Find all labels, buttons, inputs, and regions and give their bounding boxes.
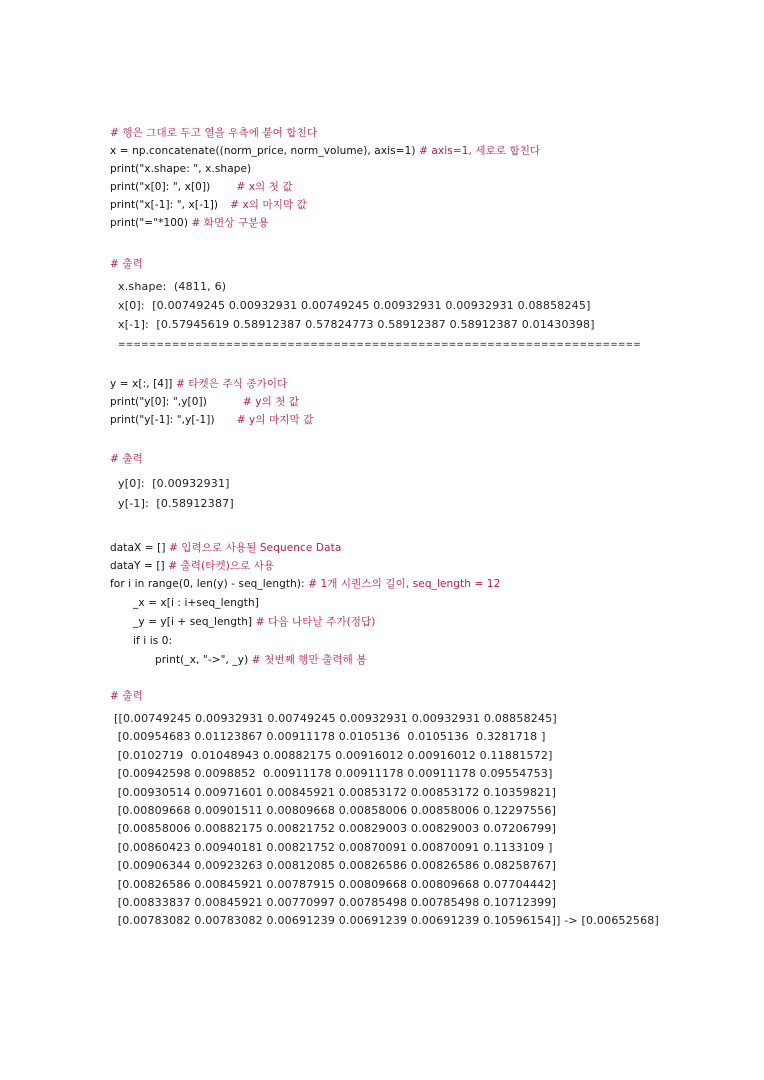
code-line [110, 393, 299, 411]
output-line: x[0]: [0.00749245 0.00932931 0.00749245 0.00932931 0.00932931 0.08858245] [118, 299, 591, 312]
code-line [110, 575, 500, 593]
code-line: _x = x[i : i+seq_length] [133, 597, 259, 609]
code-line [110, 142, 540, 160]
code-text: print("y[-1]: ",y[-1]) [110, 414, 215, 426]
output-heading: # 출력 [110, 453, 143, 465]
code-line [133, 613, 376, 631]
code-text: x = np.concatenate((norm_price, norm_volume), axis=1) [110, 145, 416, 157]
output-line: y[-1]: [0.58912387] [118, 497, 234, 510]
output-array-row: [0.00783082 0.00783082 0.00691239 0.00691239 0.00691239 0.10596154]] -> [0.00652568] [114, 914, 659, 928]
code-comment: # 타켓은 주식 종가이다 [175, 378, 288, 390]
code-text: for i in range(0, len(y) - seq_length): [110, 578, 305, 590]
code-comment: # x의 첫 값 [236, 181, 293, 193]
output-array-row: [0.0102719 0.01048943 0.00882175 0.00916012 0.00916012 0.11881572] [114, 748, 553, 762]
code-text: print(_x, "->", _y) [155, 654, 249, 666]
output-line: x.shape: (4811, 6) [118, 280, 227, 293]
output-heading: # 출력 [110, 690, 143, 702]
output-array-row: [0.00930514 0.00971601 0.00845921 0.00853172 0.00853172 0.10359821] [114, 785, 557, 799]
code-line [110, 557, 274, 575]
code-comment: # 1개 시퀀스의 길이, seq_length = 12 [308, 578, 501, 590]
code-comment: # 입력으로 사용될 Sequence Data [168, 542, 342, 554]
output-separator: ==================================================================== [118, 340, 641, 350]
code-comment: # 화면상 구분용 [191, 217, 269, 229]
code-text: y = x[:, [4]] [110, 378, 173, 390]
code-line [110, 539, 341, 557]
output-array-row: [0.00942598 0.0098852 0.00911178 0.00911178 0.00911178 0.09554753] [114, 767, 553, 781]
output-array-row: [0.00860423 0.00940181 0.00821752 0.00870091 0.00870091 0.1133109 ] [114, 840, 553, 854]
code-text: print("x[0]: ", x[0]) [110, 181, 211, 193]
output-array-row: [0.00954683 0.01123867 0.00911178 0.0105136 0.0105136 0.3281718 ] [114, 730, 546, 744]
output-array-row: [0.00833837 0.00845921 0.00770997 0.00785498 0.00785498 0.10712399] [114, 896, 557, 909]
output-line: x[-1]: [0.57945619 0.58912387 0.57824773 0.58912387 0.58912387 0.01430398] [118, 318, 595, 331]
code-comment: # axis=1, 세로로 합친다 [419, 145, 541, 157]
code-text: print("="*100) [110, 217, 189, 229]
code-text: dataY = [] [110, 560, 165, 572]
output-array-row: [0.00858006 0.00882175 0.00821752 0.00829003 0.00829003 0.07206799] [114, 822, 557, 836]
code-line: if i is 0: [133, 635, 173, 647]
output-heading: # 출력 [110, 258, 143, 270]
output-array-row: [0.00809668 0.00901511 0.00809668 0.00858006 0.00858006 0.12297556] [114, 804, 557, 817]
code-line: print("x.shape: ", x.shape) [110, 163, 252, 175]
code-text: dataX = [] [110, 542, 166, 554]
code-comment: # y의 첫 값 [242, 396, 300, 408]
code-comment: # x의 마지막 값 [230, 199, 307, 211]
code-comment: # 행은 그대로 두고 열을 우측에 붙여 합친다 [110, 127, 318, 139]
code-line [110, 375, 287, 393]
code-line [155, 651, 367, 669]
code-text: _y = y[i + seq_length] [133, 616, 253, 628]
output-line: y[0]: [0.00932931] [118, 477, 230, 490]
code-comment: # 다음 나타날 주가(정답) [255, 616, 376, 628]
code-text: print("y[0]: ",y[0]) [110, 396, 207, 408]
output-array-row: [0.00906344 0.00923263 0.00812085 0.00826586 0.00826586 0.08258767] [114, 859, 557, 873]
code-comment: # 첫번째 행만 출력해 봄 [251, 654, 367, 666]
code-line [110, 196, 307, 214]
code-line [110, 214, 269, 232]
code-line [110, 178, 293, 196]
code-line [110, 411, 313, 429]
code-text: print("x[-1]: ", x[-1]) [110, 199, 219, 211]
code-comment: # 출력(타켓)으로 사용 [168, 560, 275, 572]
code-comment: # y의 마지막 값 [236, 414, 314, 426]
output-array-row: [[0.00749245 0.00932931 0.00749245 0.00932931 0.00932931 0.08858245] [114, 712, 557, 725]
output-array-row: [0.00826586 0.00845921 0.00787915 0.00809668 0.00809668 0.07704442] [114, 877, 557, 891]
